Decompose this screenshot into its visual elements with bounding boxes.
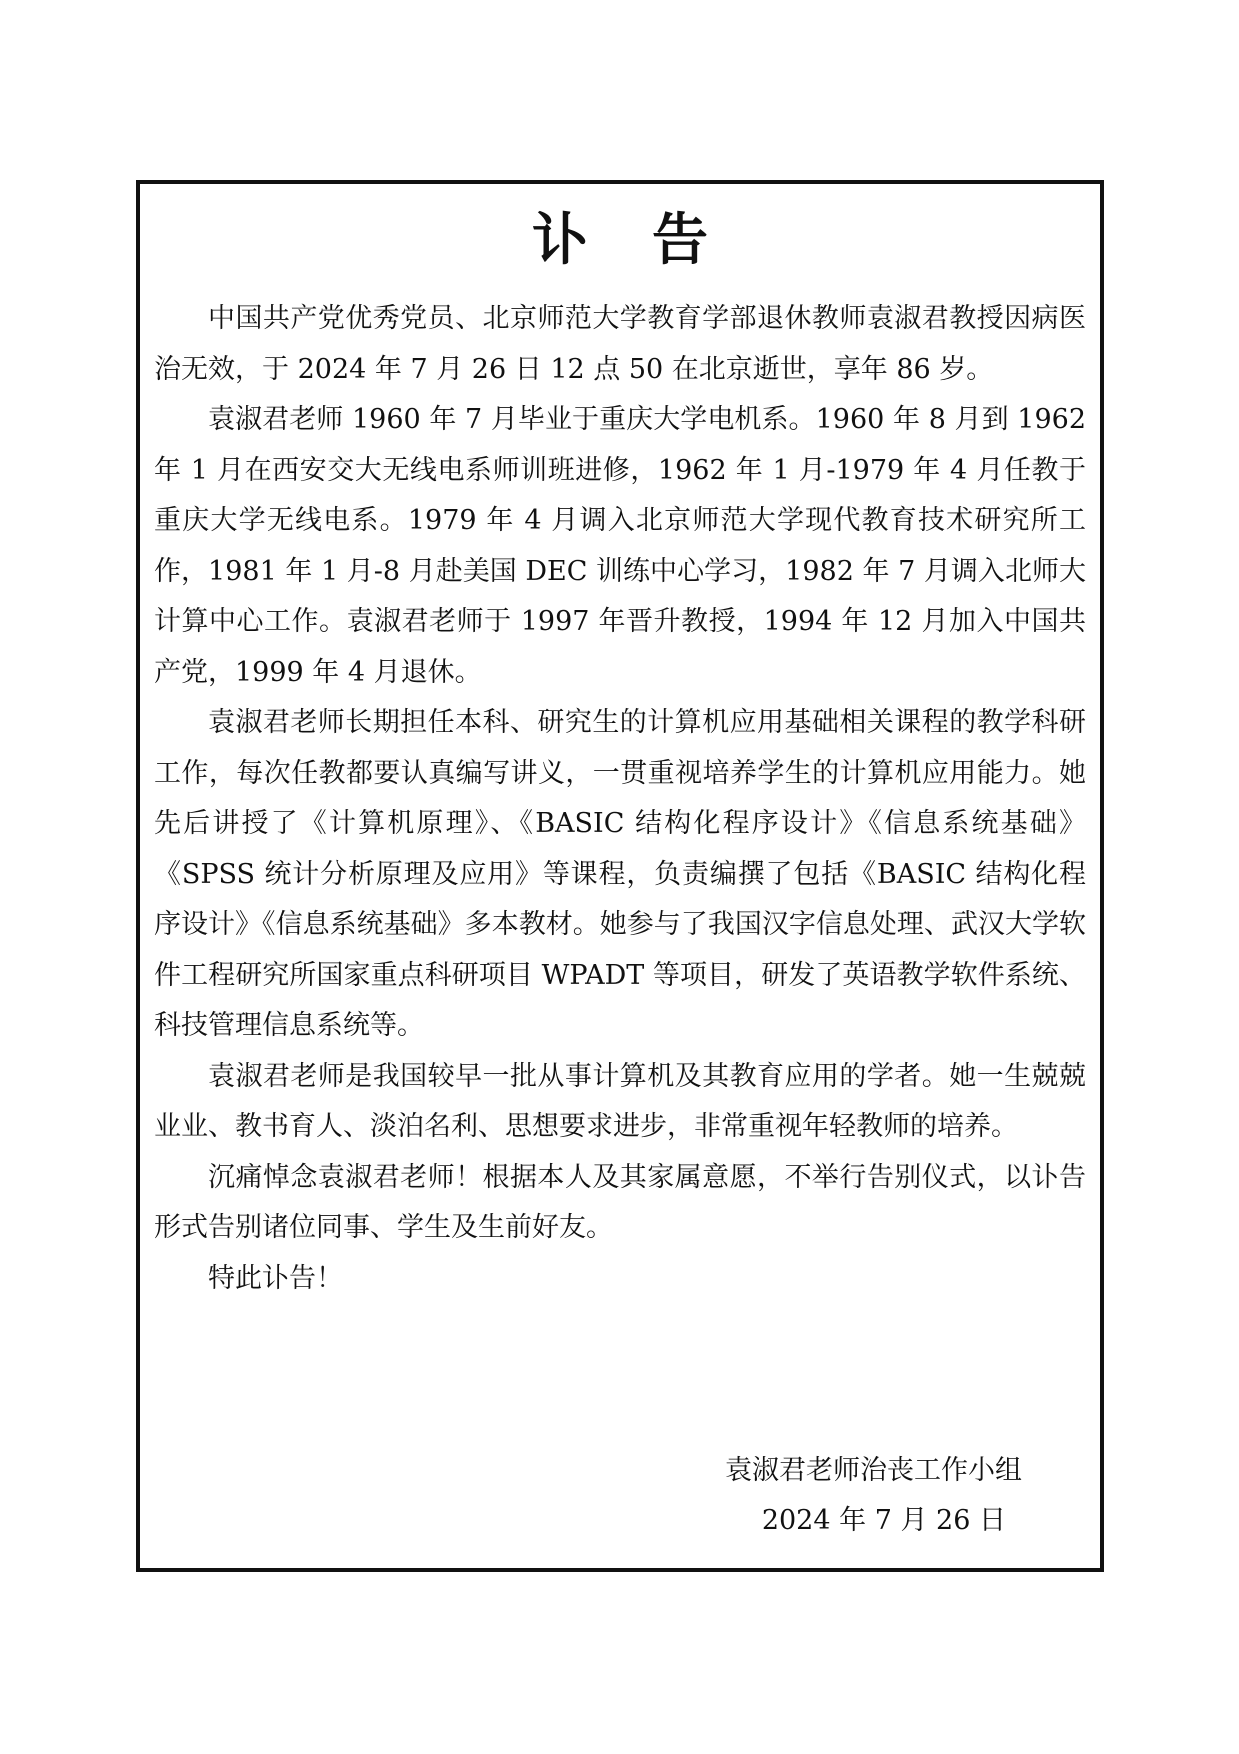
paragraph-closing: 特此讣告！: [208, 1262, 343, 1294]
paragraph-teaching: 袁淑君老师长期担任本科、研究生的计算机应用基础相关课程的教学科研工作，每次任教都要认真编写讲义，一贯重视培养学生的计算机应用能力。她先后讲授了《计算机原理》、《BASIC 结构化程序设计》《信息系统基础》《SPSS 统计分析原理及应用》等课程，负责编撰了包括《BASIC 结构化程序设计》《信息系统基础》多本教材。她参与了我国汉字信息处理、武汉大学软件工程研究所国家重点科研项目 WPADT 等项目，研发了英语教学软件系统、科技管理信息系统等。: [154, 707, 1086, 1041]
paragraph-announcement: 中国共产党优秀党员、北京师范大学教育学部退休教师袁淑君教授因病医治无效，于 2024 年 7 月 26 日 12 点 50 在北京逝世，享年 86 岁。: [154, 303, 1086, 385]
notice-body: [154, 294, 1086, 1304]
obituary-notice-frame: [136, 180, 1104, 1572]
notice-title: 讣告: [532, 208, 772, 273]
paragraph-mourning: 沉痛悼念袁淑君老师！根据本人及其家属意愿，不举行告别仪式，以讣告形式告别诸位同事、学生及生前好友。: [154, 1161, 1086, 1243]
paragraph-tribute: 袁淑君老师是我国较早一批从事计算机及其教育应用的学者。她一生兢兢业业、教书育人、淡泊名利、思想要求进步，非常重视年轻教师的培养。: [154, 1060, 1086, 1142]
signature-date: 2024 年 7 月 26 日: [761, 1505, 1006, 1536]
signature-block: [725, 1446, 1022, 1546]
paragraph-career: 袁淑君老师 1960 年 7 月毕业于重庆大学电机系。1960 年 8 月到 1962 年 1 月在西安交大无线电系师训班进修，1962 年 1 月-1979 年 4 月任教于重庆大学无线电系。1979 年 4 月调入北京师范大学现代教育技术研究所工作，1981 年 1 月-8 月赴美国 DEC 训练中心学习，1982 年 7 月调入北师大计算中心工作。袁淑君老师于 1997 年晋升教授，1994 年 12 月加入中国共产党，1999 年 4 月退休。: [154, 404, 1086, 688]
signature-organization: 袁淑君老师治丧工作小组: [725, 1455, 1022, 1486]
